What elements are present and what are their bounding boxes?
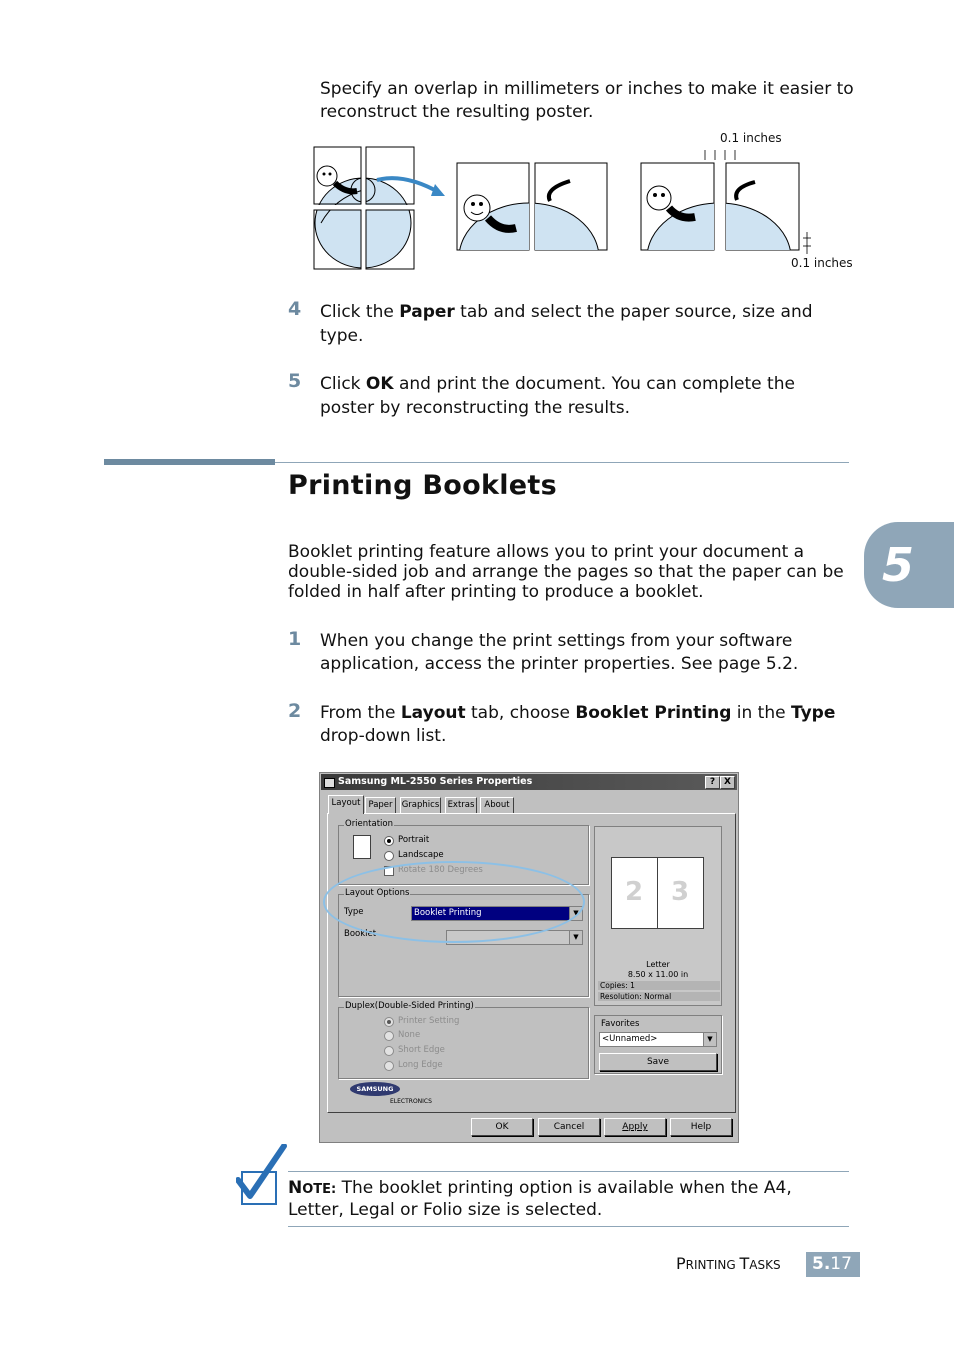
poster-illustration [305,128,865,278]
highlight-ellipse [323,861,585,943]
duplex-option-label: Printer Setting [398,1016,460,1026]
help-icon[interactable]: ? [705,776,720,789]
note-rule-bottom [288,1226,849,1227]
duplex-short-edge-radio[interactable] [384,1046,394,1056]
duplex-option-label: None [398,1030,421,1040]
poster-halves [457,163,607,278]
step-1-text: When you change the print settings from your software application, access the printer properties. See page 5.2. [320,631,799,674]
checkmark-icon [236,1144,288,1206]
preview-pane [594,826,722,1006]
rotate-label: Rotate 180 Degrees [398,865,483,875]
overlap-label-top: 0.1 inches [720,131,782,145]
section-intro: Booklet printing feature allows you to print your document a double-sided job and arrange the pages so that the paper can be folded in half after printing to produce a booklet. [288,542,844,602]
dialog-title: Samsung ML-2550 Series Properties [338,776,533,787]
tab-graphics[interactable]: Graphics [400,797,441,813]
preview-page-number: 3 [671,877,690,907]
close-icon[interactable]: X [720,776,735,789]
paper-name: Letter [646,960,670,969]
booklet-preview [611,857,703,927]
landscape-radio[interactable] [384,851,394,861]
dialog-titlebar [321,774,737,790]
resolution-info: Resolution: Normal [598,992,720,1001]
duplex-label: Duplex(Double-Sided Printing) [345,1001,474,1011]
samsung-logo: SAMSUNG [350,1082,400,1096]
duplex-printer-setting-radio[interactable] [384,1017,394,1027]
step-5-number: 5 [288,370,302,392]
type-value: Booklet Printing [414,908,482,918]
page-orientation-icon [353,835,371,859]
duplex-option-label: Short Edge [398,1045,445,1055]
overlap-label-bottom: 0.1 inches [791,256,853,270]
ok-button[interactable]: OK [471,1118,533,1136]
poster-overlap [641,150,811,278]
layout-panel [327,813,736,1113]
printer-icon [324,778,335,788]
section-title: Printing Booklets [288,470,557,501]
layout-options-label: Layout Options [345,888,410,898]
help-button[interactable]: Help [670,1118,732,1136]
landscape-label: Landscape [398,850,444,860]
intro-paragraph: Specify an overlap in millimeters or inches to make it easier to reconstruct the resulting poster. [320,79,854,122]
note-rule-top [288,1171,849,1172]
chevron-down-icon[interactable]: ▼ [569,907,582,920]
favorites-label: Favorites [601,1019,640,1029]
chevron-down-icon[interactable]: ▼ [703,1033,716,1046]
samsung-subtitle: ELECTRONICS [390,1098,432,1105]
tab-extras[interactable]: Extras [445,797,477,813]
chevron-down-icon[interactable]: ▼ [569,931,582,944]
poster-quadrants [310,143,420,273]
step-2-number: 2 [288,700,302,722]
footer-page-number: 5.17 [812,1254,852,1274]
tab-paper[interactable]: Paper [365,797,396,813]
favorites-value: <Unnamed> [602,1034,658,1044]
chapter-tab-number: 5 [882,538,915,592]
step-2-text: From the Layout tab, choose Booklet Printing in the Type drop-down list. [320,703,836,746]
favorites-group [594,1015,722,1074]
cancel-button[interactable]: Cancel [538,1118,600,1136]
orientation-label: Orientation [345,819,393,829]
footer-section-name: PRINTING TASKS [676,1254,781,1273]
note-text: NOTE: The booklet printing option is available when the A4, Letter, Legal or Folio size is selected. [288,1178,792,1220]
duplex-none-radio[interactable] [384,1031,394,1041]
step-1-number: 1 [288,628,302,650]
printer-properties-dialog [319,772,739,1143]
tab-about[interactable]: About [480,797,514,813]
portrait-label: Portrait [398,835,430,845]
favorites-dropdown[interactable] [599,1032,717,1047]
copies-info: Copies: 1 [598,981,720,990]
booklet-label: Booklet [344,929,377,939]
duplex-group [338,1001,589,1079]
apply-button[interactable]: Apply [604,1118,666,1136]
portrait-radio[interactable] [384,836,394,846]
step-4-text: Click the Paper tab and select the paper source, size and type. [320,302,813,346]
save-button[interactable]: Save [599,1053,717,1071]
duplex-long-edge-radio[interactable] [384,1061,394,1071]
step-4-number: 4 [288,298,302,320]
duplex-option-label: Long Edge [398,1060,443,1070]
tab-layout[interactable]: Layout [328,795,364,814]
step-5-text: Click OK and print the document. You can complete the poster by reconstructing the results. [320,374,795,418]
section-rule-thin [275,462,849,463]
note-label: NOTE: [288,1178,337,1198]
type-label: Type [344,907,364,917]
paper-size: 8.50 x 11.00 in [627,970,689,979]
section-rule-thick [104,459,275,465]
preview-page-number: 2 [625,877,644,907]
